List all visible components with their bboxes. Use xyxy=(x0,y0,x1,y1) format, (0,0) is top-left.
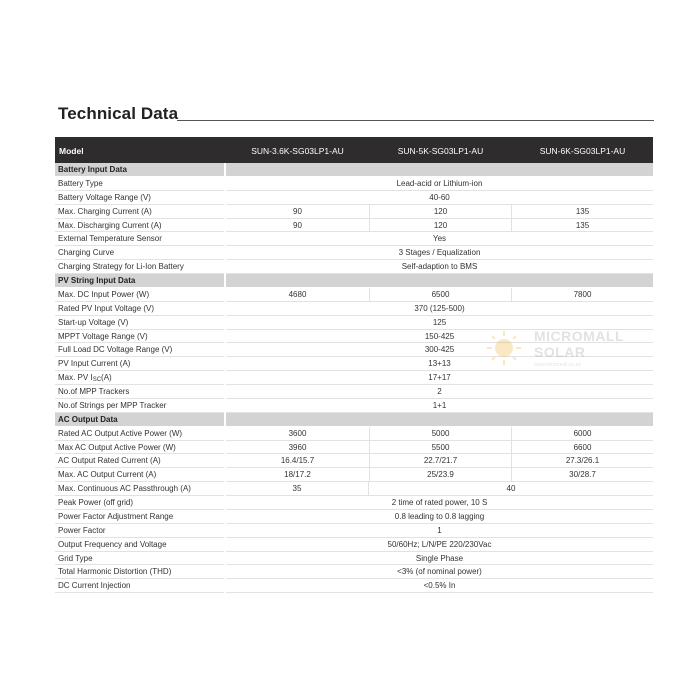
row-values xyxy=(226,468,653,482)
row-values xyxy=(226,260,653,274)
row-values xyxy=(226,274,653,288)
table-row xyxy=(55,538,653,552)
section-row xyxy=(55,413,653,427)
value-cell: 1+1 xyxy=(226,399,653,413)
row-label: Peak Power (off grid) xyxy=(55,496,224,510)
row-values xyxy=(226,232,653,246)
value-cell-model-3: 6000 xyxy=(511,427,653,441)
table-row xyxy=(55,496,653,510)
table-row xyxy=(55,468,653,482)
row-label: Output Frequency and Voltage xyxy=(55,538,224,552)
row-values xyxy=(226,205,653,219)
value-cell: <0.5% In xyxy=(226,579,653,593)
row-label: Max. AC Output Current (A) xyxy=(55,468,224,482)
section-title: PV String Input Data xyxy=(55,274,224,288)
row-label: Max. Charging Current (A) xyxy=(55,205,224,219)
value-cell-model-1: 3960 xyxy=(226,441,369,455)
table-row xyxy=(55,524,653,538)
value-cell: 13+13 xyxy=(226,357,653,371)
value-cell-model-2: 120 xyxy=(369,205,511,219)
table-header xyxy=(55,137,653,163)
watermark-line2: SOLAR xyxy=(534,344,586,360)
value-cell: 2 xyxy=(226,385,653,399)
row-label-main: Max. PV I xyxy=(58,373,93,383)
value-cell-model-1: 16.4/15.7 xyxy=(226,454,369,468)
row-label: Power Factor xyxy=(55,524,224,538)
value-cell: Single Phase xyxy=(226,552,653,566)
row-values xyxy=(226,579,653,593)
value-cell: 1 xyxy=(226,524,653,538)
row-label: Max. Discharging Current (A) xyxy=(55,219,224,233)
value-cell-model-3: 27.3/26.1 xyxy=(511,454,653,468)
page-title: Technical Data xyxy=(58,104,179,123)
value-cell-model-2: 22.7/21.7 xyxy=(369,454,511,468)
row-label: No.of Strings per MPP Tracker xyxy=(55,399,224,413)
table-row xyxy=(55,399,653,413)
value-cell-model-2: 120 xyxy=(369,219,511,233)
row-values xyxy=(226,246,653,260)
value-cell: Self-adaption to BMS xyxy=(226,260,653,274)
table-row xyxy=(55,302,653,316)
row-label: Power Factor Adjustment Range xyxy=(55,510,224,524)
section-title: Battery Input Data xyxy=(55,163,224,177)
row-label: Max. DC Input Power (W) xyxy=(55,288,224,302)
value-cell-model-1: 18/17.2 xyxy=(226,468,369,482)
row-values xyxy=(226,302,653,316)
table-row xyxy=(55,385,653,399)
row-values xyxy=(226,385,653,399)
row-values xyxy=(226,163,653,177)
value-cell: 0.8 leading to 0.8 lagging xyxy=(226,510,653,524)
table-row xyxy=(55,246,653,260)
row-label: Rated AC Output Active Power (W) xyxy=(55,427,224,441)
row-values xyxy=(226,413,653,427)
value-cell: Lead-acid or Lithium-ion xyxy=(226,177,653,191)
row-values xyxy=(226,482,653,496)
value-cell: 3 Stages / Equalization xyxy=(226,246,653,260)
table-row xyxy=(55,579,653,593)
row-label-suffix: (A) xyxy=(101,373,112,383)
row-label: Max AC Output Active Power (W) xyxy=(55,441,224,455)
row-label: PV Input Current (A) xyxy=(55,357,224,371)
watermark-line3: www.micromall.co.za xyxy=(534,362,581,368)
table-row xyxy=(55,427,653,441)
value-cell-model-1: 90 xyxy=(226,219,369,233)
row-values xyxy=(226,219,653,233)
row-values xyxy=(226,191,653,205)
row-values xyxy=(226,552,653,566)
row-label: Max. Continuous AC Passthrough (A) xyxy=(55,482,224,496)
row-label xyxy=(55,371,224,385)
row-values xyxy=(226,441,653,455)
row-label: Grid Type xyxy=(55,552,224,566)
row-label: Start-up Voltage (V) xyxy=(55,316,224,330)
table-row xyxy=(55,441,653,455)
value-cell-model-3: 30/28.7 xyxy=(511,468,653,482)
value-cell: Yes xyxy=(226,232,653,246)
row-values xyxy=(226,427,653,441)
title-rule xyxy=(177,120,654,121)
section-row xyxy=(55,163,653,177)
value-cell: 370 (125-500) xyxy=(226,302,653,316)
table-row xyxy=(55,510,653,524)
table-body xyxy=(55,163,653,593)
row-label: Full Load DC Voltage Range (V) xyxy=(55,343,224,357)
value-cell: <3% (of nominal power) xyxy=(226,565,653,579)
table-row xyxy=(55,219,653,233)
row-values xyxy=(226,496,653,510)
row-label-subscript: SC xyxy=(92,377,102,384)
value-cell-model-1: 4680 xyxy=(226,288,369,302)
value-cell-model-2: 25/23.9 xyxy=(369,468,511,482)
row-values xyxy=(226,510,653,524)
table-row xyxy=(55,205,653,219)
value-cell-left: 35 xyxy=(226,482,368,496)
table-row xyxy=(55,232,653,246)
row-values xyxy=(226,454,653,468)
value-cell: 125 xyxy=(226,316,653,330)
value-cell-model-3: 6600 xyxy=(511,441,653,455)
section-title: AC Output Data xyxy=(55,413,224,427)
row-label: No.of MPP Trackers xyxy=(55,385,224,399)
row-label: Total Harmonic Distortion (THD) xyxy=(55,565,224,579)
row-label: Charging Curve xyxy=(55,246,224,260)
row-label: AC Output Rated Current (A) xyxy=(55,454,224,468)
row-label: Charging Strategy for Li-Ion Battery xyxy=(55,260,224,274)
header-model-2: SUN-5K-SG03LP1-AU xyxy=(397,146,484,156)
section-row xyxy=(55,274,653,288)
header-model-3: SUN-6K-SG03LP1-AU xyxy=(539,146,626,156)
table-row xyxy=(55,565,653,579)
value-cell-model-2: 5500 xyxy=(369,441,511,455)
value-cell: 40-60 xyxy=(226,191,653,205)
header-model-1: SUN-3.6K-SG03LP1-AU xyxy=(251,146,344,156)
table-row xyxy=(55,177,653,191)
row-label: External Temperature Sensor xyxy=(55,232,224,246)
value-cell: 2 time of rated power, 10 S xyxy=(226,496,653,510)
value-cell: 50/60Hz; L/N/PE 220/230Vac xyxy=(226,538,653,552)
value-cell-right: 40 xyxy=(368,482,653,496)
row-label: Rated PV Input Voltage (V) xyxy=(55,302,224,316)
row-label: Battery Type xyxy=(55,177,224,191)
table-row xyxy=(55,288,653,302)
value-cell: 150-425 xyxy=(226,330,653,344)
row-values xyxy=(226,177,653,191)
table-row xyxy=(55,552,653,566)
sun-logo-icon xyxy=(486,330,522,366)
value-cell-model-3: 135 xyxy=(511,219,653,233)
table-row xyxy=(55,482,653,496)
row-label: Battery Voltage Range (V) xyxy=(55,191,224,205)
value-cell-model-3: 135 xyxy=(511,205,653,219)
row-values xyxy=(226,565,653,579)
watermark xyxy=(486,326,646,376)
value-cell-model-2: 6500 xyxy=(369,288,511,302)
row-values xyxy=(226,399,653,413)
value-cell-model-1: 3600 xyxy=(226,427,369,441)
value-cell-model-2: 5000 xyxy=(369,427,511,441)
table-row xyxy=(55,191,653,205)
row-values xyxy=(226,288,653,302)
value-cell-model-1: 90 xyxy=(226,205,369,219)
header-model-label: Model xyxy=(59,146,84,156)
table-row xyxy=(55,454,653,468)
value-cell: 300-425 xyxy=(226,343,653,357)
row-values xyxy=(226,524,653,538)
value-cell: 17+17 xyxy=(226,371,653,385)
table-row xyxy=(55,260,653,274)
watermark-line1: MICROMALL xyxy=(534,328,625,344)
row-values xyxy=(226,538,653,552)
row-label: MPPT Voltage Range (V) xyxy=(55,330,224,344)
row-label: DC Current Injection xyxy=(55,579,224,593)
value-cell-model-3: 7800 xyxy=(511,288,653,302)
